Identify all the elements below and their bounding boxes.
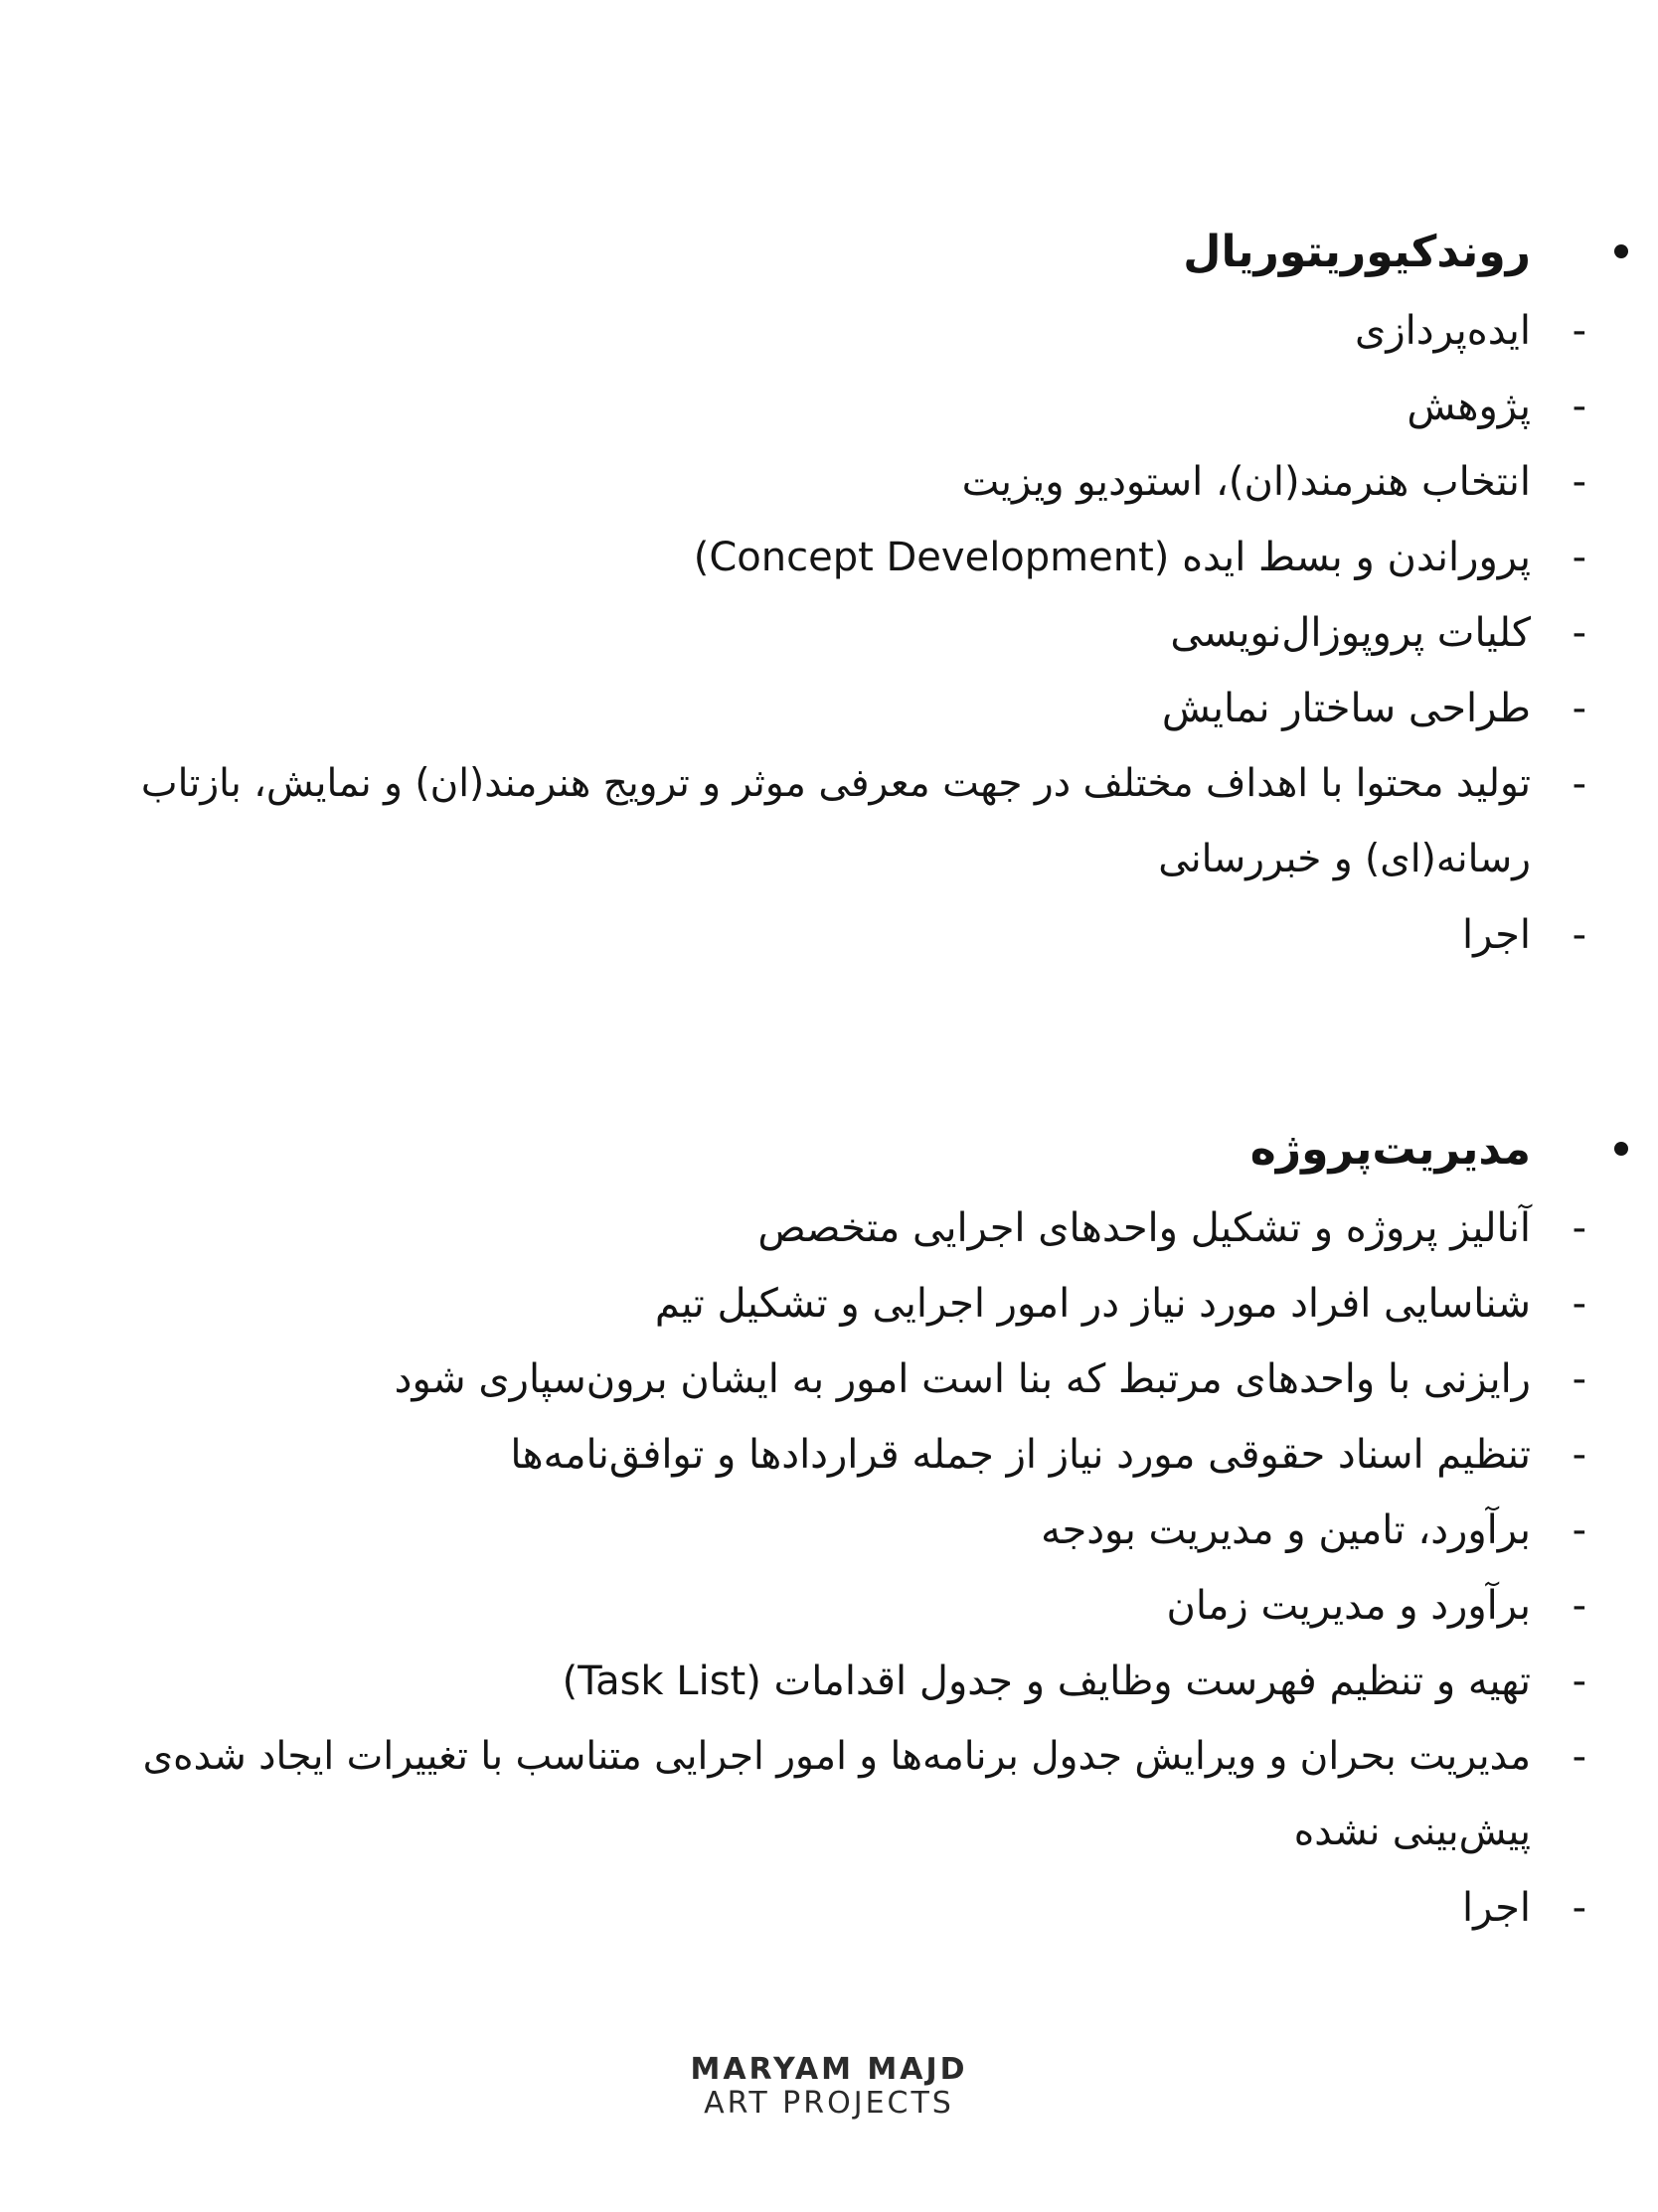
list-item-text: پروراندن و بسط ایده (Concept Development) [693, 535, 1531, 580]
section-project-management [0, 1108, 1658, 1946]
list-item-text: انتخاب هنرمند(ان)، استودیو ویزیت [961, 459, 1531, 505]
dash-marker: - [1572, 1205, 1586, 1251]
list-item-text: طراحی ساختار نمایش [1161, 686, 1531, 731]
logo-subtitle: ART PROJECTS [704, 2086, 954, 2121]
dash-marker: - [1572, 1281, 1586, 1327]
list-item [0, 1342, 1658, 1417]
list-item [0, 1190, 1658, 1266]
dash-marker: - [1572, 1885, 1586, 1931]
list-item-text: تنظیم اسناد حقوقی مورد نیاز از جمله قراردادها و توافق‌نامه‌ها [510, 1432, 1531, 1478]
list-item-text: مدیریت بحران و ویرایش جدول برنامه‌ها و امور اجرایی متناسب با تغییرات ایجاد شده‌ی پیش‌بینی نشده [142, 1734, 1531, 1854]
list-item [0, 369, 1658, 444]
list-item-text: تهیه و تنظیم فهرست وظایف و جدول اقدامات (Task List) [562, 1659, 1531, 1704]
dash-marker: - [1572, 384, 1586, 429]
section-heading [0, 211, 1658, 293]
list-item [0, 1417, 1658, 1493]
bullet-icon [1614, 1142, 1628, 1156]
dash-marker: - [1572, 1734, 1586, 1780]
section-heading [0, 1108, 1658, 1190]
list-item [0, 897, 1658, 973]
list-item [0, 1568, 1658, 1644]
list-item [0, 520, 1658, 595]
dash-marker: - [1572, 1432, 1586, 1478]
dash-marker: - [1572, 686, 1586, 731]
list-item [0, 1266, 1658, 1342]
list-item-text: اجرا [1461, 1885, 1531, 1931]
dash-marker: - [1572, 308, 1586, 354]
list-item [0, 1493, 1658, 1568]
dash-marker: - [1572, 610, 1586, 656]
dash-marker: - [1572, 761, 1586, 807]
list-item-text: پژوهش [1407, 384, 1531, 429]
list-item-text: آنالیز پروژه و تشکیل واحدهای اجرایی متخصص [757, 1205, 1531, 1251]
list-item [0, 746, 1658, 897]
section-title: مدیریت‌پروژه [1249, 1124, 1531, 1175]
dash-marker: - [1572, 1507, 1586, 1553]
list-item [0, 293, 1658, 369]
bullet-icon [1614, 244, 1628, 258]
list-item-text: برآورد، تامین و مدیریت بودجه [1041, 1507, 1531, 1553]
list-item-text: رایزنی با واحدهای مرتبط که بنا است امور به ایشان برون‌سپاری شود [394, 1356, 1531, 1402]
section-curatorial-process [0, 211, 1658, 973]
list-item-text: برآورد و مدیریت زمان [1166, 1583, 1531, 1629]
dash-marker: - [1572, 535, 1586, 580]
dash-marker: - [1572, 1583, 1586, 1629]
logo-name: MARYAM MAJD [690, 2052, 968, 2087]
list-item [0, 1719, 1658, 1870]
list-item [0, 595, 1658, 671]
list-item-text: شناسایی افراد مورد نیاز در امور اجرایی و تشکیل تیم [654, 1281, 1531, 1327]
list-item-text: ایده‌پردازی [1355, 308, 1531, 354]
list-item [0, 671, 1658, 746]
list-item-text: کلیات پروپوزال‌نویسی [1170, 610, 1531, 656]
dash-marker: - [1572, 459, 1586, 505]
list-item-text: اجرا [1461, 912, 1531, 958]
dash-marker: - [1572, 1356, 1586, 1402]
section-title: روندکیوریتوریال [1183, 227, 1531, 277]
list-item [0, 444, 1658, 520]
list-item [0, 1870, 1658, 1946]
list-item [0, 1644, 1658, 1719]
list-item-text: تولید محتوا با اهداف مختلف در جهت معرفی موثر و ترویج هنرمند(ان) و نمایش، بازتاب رسانه(ای) و خبررسانی [140, 761, 1531, 881]
footer-logo [0, 2053, 1658, 2121]
dash-marker: - [1572, 912, 1586, 958]
dash-marker: - [1572, 1659, 1586, 1704]
